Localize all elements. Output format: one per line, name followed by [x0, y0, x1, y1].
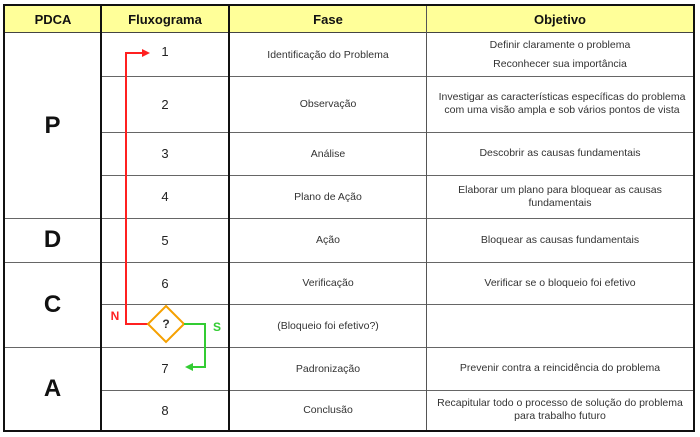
- arrow-head-icon: [185, 363, 193, 371]
- step-number: 2: [161, 96, 169, 112]
- phase-a: A: [43, 374, 62, 402]
- objetivo-cell: Prevenir contra a reincidência do problema: [459, 362, 661, 374]
- arrow-head-icon: [142, 49, 150, 57]
- header-objetivo: Objetivo: [427, 6, 693, 33]
- step-number: 3: [161, 146, 169, 161]
- objetivo-cell: Elaborar um plano para bloquear as causas fundamentais: [458, 183, 662, 209]
- objetivo-cell: Recapitular todo o processo de solução do problema para trabalho futuro: [437, 397, 683, 422]
- no-loop-arrow: [126, 49, 150, 324]
- step-number: 1: [161, 44, 169, 59]
- fase-cell: Ação: [316, 234, 340, 246]
- fase-cell: Identificação do Problema: [267, 48, 389, 61]
- objetivo-cell: Investigar as características específicas do problema com uma visão ampla e sob vários pontos de vista: [438, 91, 686, 116]
- header-pdca: PDCA: [5, 6, 101, 33]
- decision-symbol: ?: [162, 317, 170, 331]
- objetivo-cell: Verificar se o bloqueio foi efetivo: [484, 276, 636, 289]
- phase-d: D: [43, 226, 62, 253]
- fase-cell: (Bloqueio foi efetivo?): [277, 319, 379, 332]
- header-fluxograma: Fluxograma: [101, 6, 229, 33]
- objetivo-line: Definir claramente o problema: [489, 38, 631, 51]
- step-number: 6: [161, 275, 169, 291]
- fase-cell: Padronização: [295, 362, 361, 375]
- step-number: 8: [161, 402, 169, 418]
- phase-c: C: [43, 290, 62, 318]
- yes-arrow: [184, 324, 205, 371]
- no-label: N: [110, 309, 120, 323]
- fase-cell: Verificação: [302, 277, 354, 289]
- fase-cell: Plano de Ação: [294, 190, 362, 203]
- step-number: 4: [161, 189, 169, 204]
- objetivo-cell: Bloquear as causas fundamentais: [480, 233, 640, 246]
- objetivo-cell: Descobrir as causas fundamentais: [479, 147, 641, 159]
- fase-cell: Análise: [310, 147, 346, 160]
- objetivo-line: Reconhecer sua importância: [493, 57, 627, 70]
- fase-cell: Observação: [299, 98, 357, 110]
- header-fase: Fase: [229, 6, 427, 33]
- yes-label: S: [212, 320, 221, 334]
- phase-p: P: [44, 111, 61, 139]
- step-number: 5: [161, 232, 169, 248]
- step-number: 7: [161, 361, 169, 376]
- fase-cell: Conclusão: [303, 404, 353, 416]
